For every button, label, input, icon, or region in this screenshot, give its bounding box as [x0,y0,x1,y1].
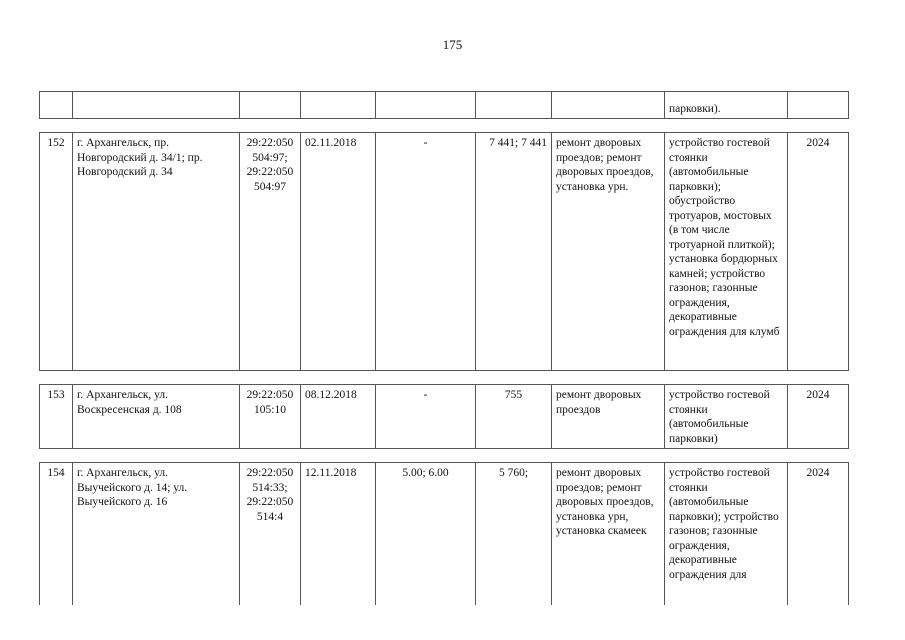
cell-value-a [376,92,476,119]
table-row-continuation [40,92,849,119]
row-separator [40,449,849,463]
cell-address: г. Архангельск, ул. Воскресенская д. 108 [73,385,240,449]
cell-address [73,92,240,119]
cell-year: 2024 [788,463,849,605]
cell-area [476,92,552,119]
cell-date: 08.12.2018 [301,385,376,449]
cell-address: г. Архангельск, ул. Выучейского д. 14; ул. Выучейского д. 16 [73,463,240,605]
cell-num: 154 [40,463,73,605]
cell-cadastral [240,92,301,119]
cell-works-main: ремонт дворовых проездов; ремонт дворовых проездов, установка урн. [552,133,665,371]
cell-year [788,92,849,119]
cell-works-extra: устройство гостевой стоянки (автомобильные парковки); устройство газонов; газонные ограждения, декоративные ограждения для [665,463,788,605]
cell-value-a: - [376,385,476,449]
row-separator [40,371,849,385]
cell-date: 12.11.2018 [301,463,376,605]
cell-works-main: ремонт дворовых проездов [552,385,665,449]
cell-works-extra: парковки). [665,92,788,119]
page-number: 175 [442,37,463,52]
cell-num: 153 [40,385,73,449]
cell-year: 2024 [788,385,849,449]
cell-num [40,92,73,119]
register-table [39,91,849,605]
table-row [40,133,849,371]
cell-works-extra: устройство гостевой стоянки (автомобильные парковки) [665,385,788,449]
cell-works-extra: устройство гостевой стоянки (автомобильные парковки); обустройство тротуаров, мостовых (в том числе тротуарной плиткой); установка бордюрных камней; устройство газонов; газонные ограждения, декоративные ограждения для клумб [665,133,788,371]
cell-area: 5 760; [476,463,552,605]
cell-works-main [552,92,665,119]
table-row [40,463,849,605]
cell-date: 02.11.2018 [301,133,376,371]
cell-date [301,92,376,119]
cell-cadastral: 29:22:050 504:97; 29:22:050 504:97 [240,133,301,371]
row-separator [40,119,849,133]
cell-works-main: ремонт дворовых проездов; ремонт дворовых проездов, установка урн, установка скамеек [552,463,665,605]
cell-value-a: 5.00; 6.00 [376,463,476,605]
cell-cadastral: 29:22:050 514:33; 29:22:050 514:4 [240,463,301,605]
cell-address: г. Архангельск, пр. Новгородский д. 34/1; пр. Новгородский д. 34 [73,133,240,371]
cell-cadastral: 29:22:050 105:10 [240,385,301,449]
cell-year: 2024 [788,133,849,371]
cell-area: 7 441; 7 441 [476,133,552,371]
table-row [40,385,849,449]
cell-value-a: - [376,133,476,371]
cell-area: 755 [476,385,552,449]
cell-num: 152 [40,133,73,371]
